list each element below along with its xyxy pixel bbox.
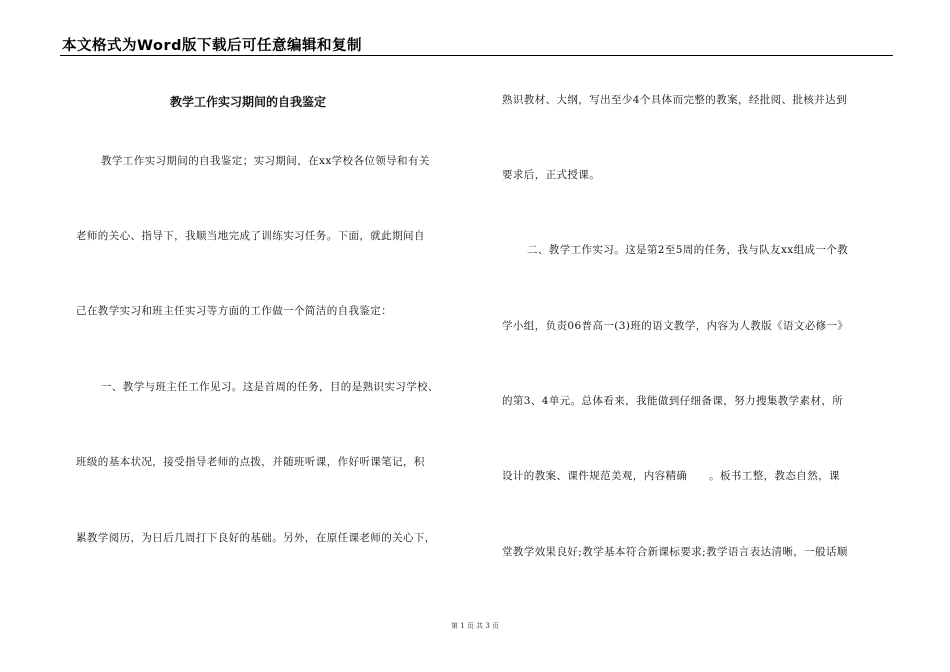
- paragraph-line: 学小组，负责06普高一(3)班的语文教学，内容为人教版《语文必修一》: [502, 320, 849, 332]
- paragraph-line: 己在教学实习和班主任实习等方面的工作做一个简洁的自我鉴定：: [76, 305, 393, 317]
- paragraph-line: 二、教学工作实习。这是第2至5周的任务，我与队友xx组成一个教: [527, 244, 849, 256]
- paragraph-line: 班级的基本状况，接受指导老师的点拨，并随班听课，作好听课笔记，积: [76, 456, 425, 468]
- page-indicator: 第 1 页 共 3 页: [450, 622, 500, 630]
- paragraph-line: 累教学阅历，为日后几周打下良好的基础。另外，在原任课老师的关心下，: [76, 532, 436, 544]
- paragraph-line: 设计的教案、课件规范美观，内容精确 。板书工整，教态自然，课: [502, 470, 840, 482]
- paragraph-line: 教学工作实习期间的自我鉴定；实习期间，在xx学校各位领导和有关: [101, 155, 430, 167]
- document-title: 教学工作实习期间的自我鉴定: [170, 95, 327, 109]
- paragraph-line: 熟识教材、大纲，写出至少4个具体而完整的教案，经批阅、批核并达到: [502, 94, 847, 106]
- header-banner: 本文格式为Word版下载后可任意编辑和复制: [62, 38, 362, 54]
- paragraph-line: 一、教学与班主任工作见习。这是首周的任务，目的是熟识实习学校、: [101, 381, 439, 393]
- paragraph-line: 的第3、4单元。总体看来，我能做到仔细备课，努力搜集教学素材，所: [502, 395, 844, 407]
- header-rule: [60, 55, 893, 56]
- paragraph-line: 老师的关心、指导下，我顺当地完成了训练实习任务。下面，就此期间自: [76, 230, 425, 242]
- paragraph-line: 堂教学效果良好;教学基本符合新课标要求;教学语言表达清晰，一般话顺: [502, 546, 848, 558]
- paragraph-line: 要求后，正式授课。: [502, 169, 601, 181]
